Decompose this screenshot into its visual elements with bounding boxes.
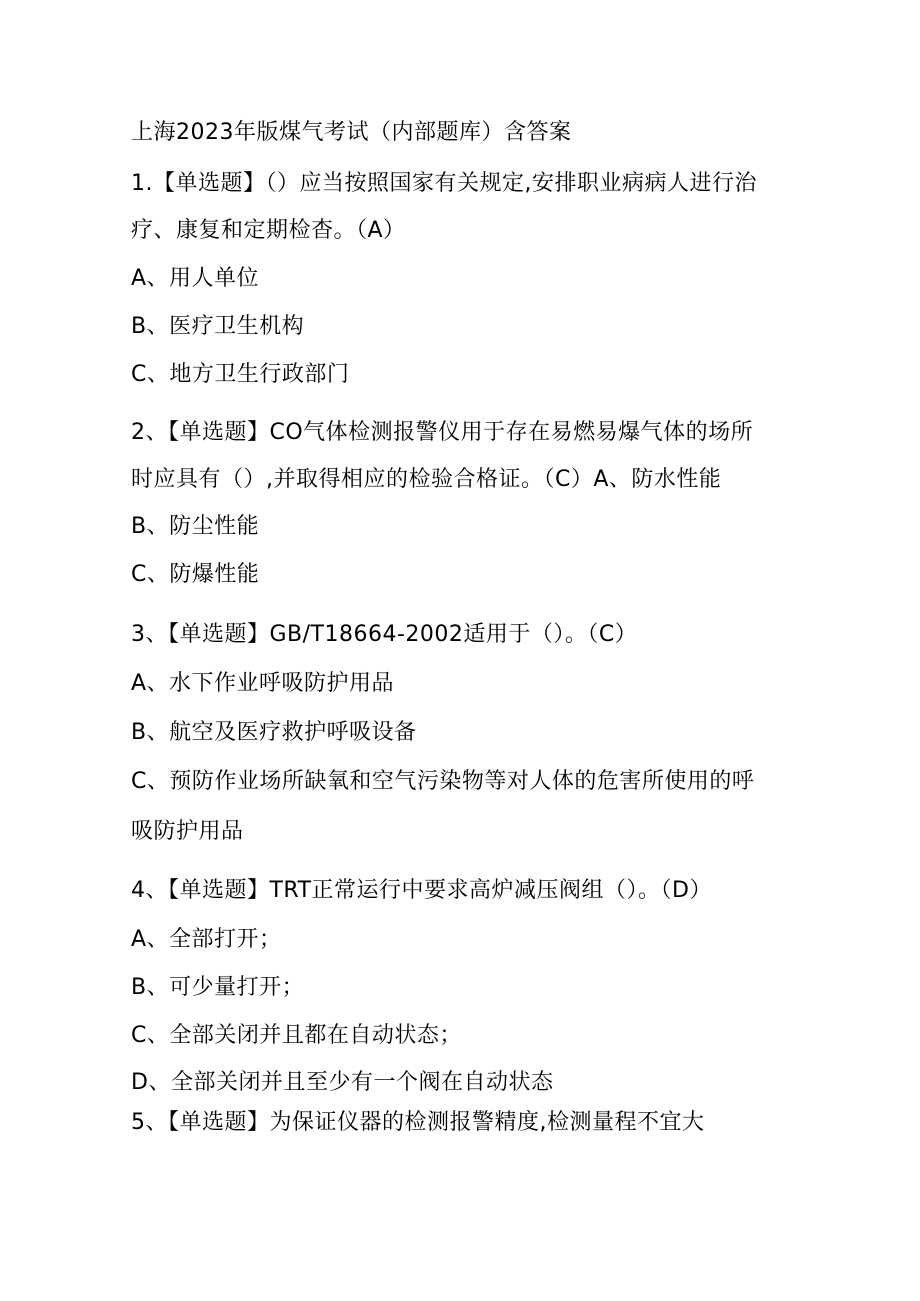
question-1-option-c: C、地方卫生行政部门	[131, 362, 350, 387]
question-1-option-a: A、用人单位	[131, 266, 260, 291]
question-4-option-d: D、全部关闭并且至少有一个阀在自动状态	[131, 1070, 554, 1095]
question-5-line-1: 5、【单选题】为保证仪器的检测报警精度,检测量程不宜大	[131, 1110, 705, 1135]
question-3-line-1: 3、【单选题】GB/T18664-2002适用于（）。（C）	[131, 622, 638, 647]
question-3-option-b: B、航空及医疗救护呼吸设备	[131, 720, 417, 745]
question-2-line-1: 2、【单选题】CO气体检测报警仪用于存在易燃易爆气体的场所	[131, 420, 754, 445]
question-4-option-b: B、可少量打开；	[131, 975, 305, 1000]
question-3-option-c-line-2: 吸防护用品	[131, 819, 244, 844]
question-3-option-c-line-1: C、预防作业场所缺氧和空气污染物等对人体的危害所使用的呼	[131, 769, 755, 794]
document-title: 上海2023年版煤气考试（内部题库）含答案	[131, 120, 572, 145]
question-1-line-2: 疗、康复和定期检杳。（A）	[131, 218, 406, 243]
question-4-option-a: A、全部打开；	[131, 927, 282, 952]
question-4-option-c: C、全部关闭并且都在自动状态；	[131, 1023, 462, 1048]
question-2-option-b: B、防尘性能	[131, 514, 260, 539]
question-2-option-c: C、防爆性能	[131, 562, 260, 587]
question-1-line-1: 1.【单选题】（）应当按照国家有关规定,安排职业病病人进行治	[131, 171, 757, 196]
question-4-line-1: 4、【单选题】TRT正常运行中要求高炉减压阀组（）。（D）	[131, 878, 713, 903]
question-3-option-a: A、水下作业呼吸防护用品	[131, 671, 395, 696]
question-1-option-b: B、医疗卫生机构	[131, 314, 305, 339]
question-2-line-2: 时应具有（）,并取得相应的检验合格证。（C）A、防水性能	[131, 467, 722, 492]
